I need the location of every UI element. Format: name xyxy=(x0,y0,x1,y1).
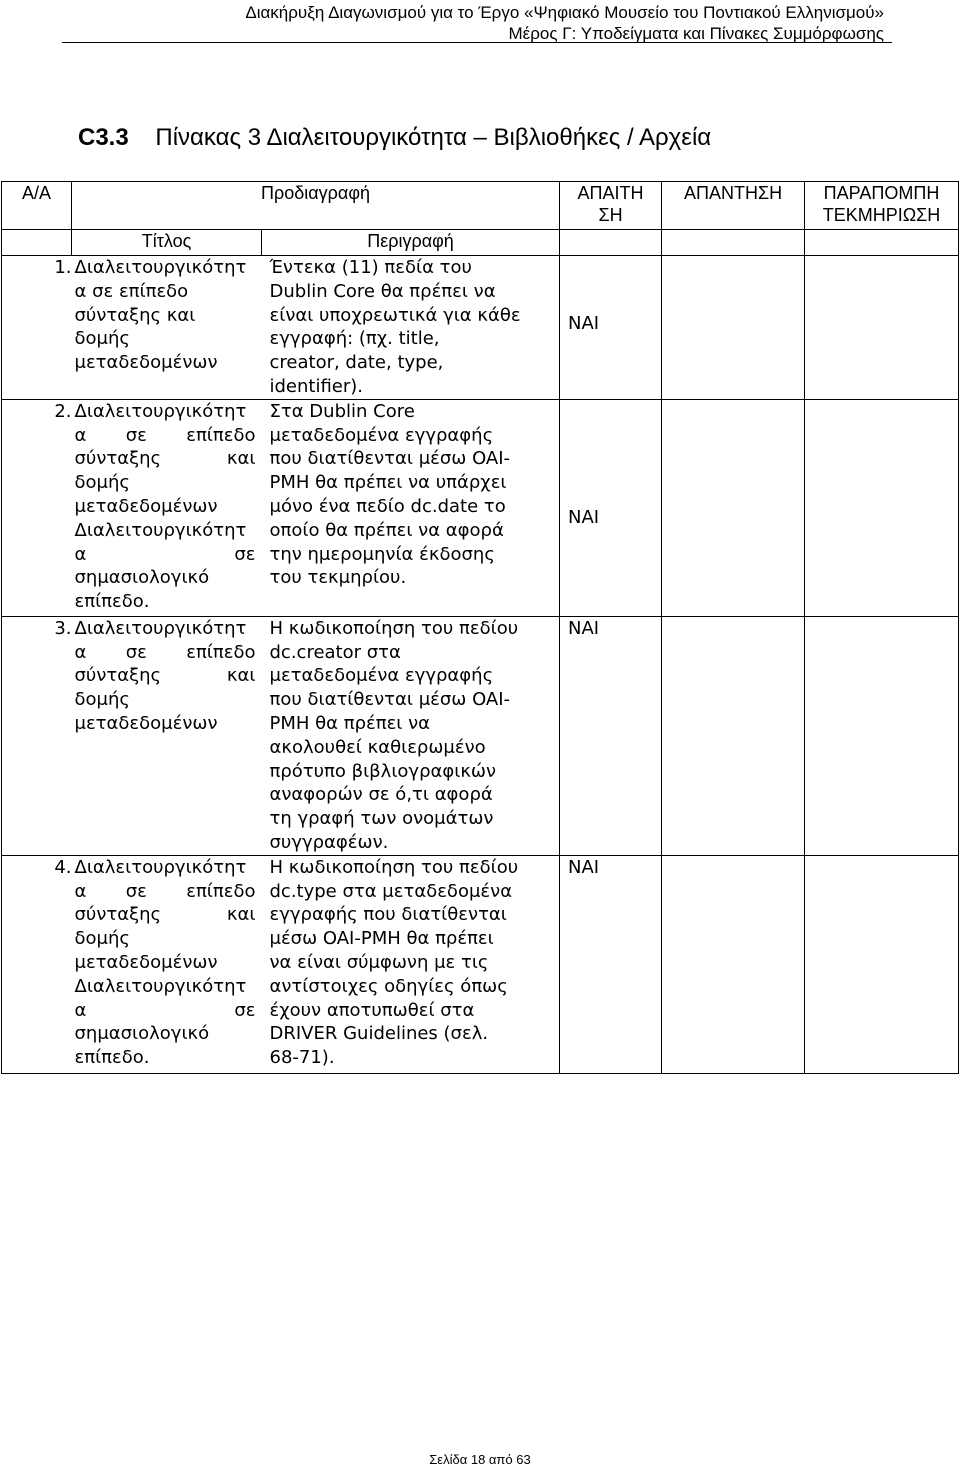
description-line: αναφορών σε ό,τι αφορά xyxy=(269,784,493,806)
description-line: συγγραφέων. xyxy=(269,831,389,853)
title-line: μεταδεδομένων xyxy=(74,352,218,374)
title-line: α σε επίπεδο xyxy=(74,424,256,446)
description-line: 68-71). xyxy=(269,1047,335,1069)
header-line-1: Διακήρυξη Διαγωνισμού για το Έργο «Ψηφιακό Μουσείο του Ποντιακού Ελληνισμού» xyxy=(245,3,884,22)
row-reference xyxy=(805,256,959,400)
row-description xyxy=(262,616,560,855)
document-header xyxy=(245,2,884,44)
description-line: identifier). xyxy=(269,375,364,397)
title-line: μεταδεδομένων xyxy=(74,951,218,973)
title-line: σημασιολογικό xyxy=(74,567,210,589)
description-line: εγγραφή: (πχ. title, xyxy=(269,328,440,350)
title-line: Διαλειτουργικότητ xyxy=(74,400,247,422)
description-line: που διατίθενται μέσω OAI- xyxy=(269,448,511,470)
row-number: 3. xyxy=(2,616,72,855)
title-line: α σε επίπεδο xyxy=(74,641,256,663)
title-line: δομής xyxy=(74,689,130,711)
header-line-2: Μέρος Γ: Υποδείγματα και Πίνακες Συμμόρφωσης xyxy=(508,24,884,43)
description-line: dc.type στα μεταδεδομένα xyxy=(269,880,513,902)
title-line: δομής xyxy=(74,328,130,350)
row-number: 4. xyxy=(2,855,72,1073)
section-title-text: Πίνακας 3 Διαλειτουργικότητα – Βιβλιοθήκες / Αρχεία xyxy=(155,124,712,151)
row-description xyxy=(262,256,560,400)
row-title xyxy=(72,256,262,400)
description-line: PMH θα πρέπει να υπάρχει xyxy=(269,472,507,494)
description-line: έχουν αποτυπωθεί στα xyxy=(269,999,475,1021)
description-line: πρότυπο βιβλιογραφικών xyxy=(269,760,497,782)
row-title xyxy=(72,399,262,616)
description-line: μέσω OAI-PMH θα πρέπει xyxy=(269,928,494,950)
row-answer xyxy=(662,616,805,855)
description-line: PMH θα πρέπει να xyxy=(269,712,431,734)
requirement-value: ΝΑΙ xyxy=(568,313,600,334)
requirement-value: ΝΑΙ xyxy=(568,506,600,528)
requirement-value: ΝΑΙ xyxy=(568,617,600,639)
header-spec: Προδιαγραφή xyxy=(72,182,560,230)
description-line: να είναι σύμφωνη με τις xyxy=(269,951,489,973)
title-line: επίπεδο. xyxy=(74,1047,150,1069)
title-line: Διαλειτουργικότητ xyxy=(74,975,247,997)
row-description xyxy=(262,399,560,616)
title-line: δομής xyxy=(74,928,130,950)
title-line: α σε επίπεδο xyxy=(74,280,189,302)
table-subheader-row xyxy=(2,230,959,256)
subheader-aa-empty xyxy=(2,230,72,256)
title-line: σύνταξης και xyxy=(74,448,256,470)
row-description xyxy=(262,855,560,1073)
description-line: dc.creator στα xyxy=(269,641,401,663)
row-requirement xyxy=(560,399,662,616)
row-reference xyxy=(805,399,959,616)
title-line: Διαλειτουργικότητ xyxy=(74,856,247,878)
title-line: σύνταξης και xyxy=(74,904,256,926)
title-line: Διαλειτουργικότητ xyxy=(74,617,247,639)
section-number: C3.3 xyxy=(78,124,129,151)
requirements-table xyxy=(1,181,959,1074)
row-answer xyxy=(662,256,805,400)
description-line: μόνο ένα πεδίο dc.date το xyxy=(269,495,506,517)
description-line: ακολουθεί καθιερωμένο xyxy=(269,736,486,758)
description-line: Στα Dublin Core xyxy=(269,400,415,422)
description-line: τη γραφή των ονομάτων xyxy=(269,808,494,830)
description-line: του τεκμηρίου. xyxy=(269,567,407,589)
description-line: εγγραφής που διατίθενται xyxy=(269,904,507,926)
row-requirement xyxy=(560,256,662,400)
description-line: αντίστοιχες οδηγίες όπως xyxy=(269,975,508,997)
page-footer xyxy=(0,1452,960,1467)
header-aa: Α/Α xyxy=(2,182,72,230)
table-row xyxy=(2,855,959,1073)
title-line: σημασιολογικό xyxy=(74,1023,210,1045)
title-line: Διαλειτουργικότητ xyxy=(74,257,247,278)
header-answer: ΑΠΑΝΤΗΣΗ xyxy=(662,182,805,230)
description-line: μεταδεδομένα εγγραφής xyxy=(269,665,494,687)
row-reference xyxy=(805,616,959,855)
header-reference: ΠΑΡΑΠΟΜΠΗ ΤΕΚΜΗΡΙΩΣΗ xyxy=(805,182,959,230)
description-line: την ημερομηνία έκδοσης xyxy=(269,543,495,565)
title-line: μεταδεδομένων xyxy=(74,495,218,517)
table-header-row xyxy=(2,182,959,230)
row-number: 2. xyxy=(2,399,72,616)
title-line: α σε xyxy=(74,999,256,1021)
description-line: Έντεκα (11) πεδία του xyxy=(269,257,472,278)
description-line: οποίο θα πρέπει να αφορά xyxy=(269,519,504,541)
description-line: είναι υποχρεωτικά για κάθε xyxy=(269,304,521,326)
title-line: Διαλειτουργικότητ xyxy=(74,519,247,541)
title-line: επίπεδο. xyxy=(74,591,150,613)
description-line: που διατίθενται μέσω OAI- xyxy=(269,689,511,711)
title-line: σύνταξης και xyxy=(74,304,196,326)
header-requirement: ΑΠΑΙΤΗ ΣΗ xyxy=(560,182,662,230)
page-number: Σελίδα 18 από 63 xyxy=(429,1452,531,1467)
subheader-description: Περιγραφή xyxy=(262,230,560,256)
title-line: α σε xyxy=(74,543,256,565)
header-rule xyxy=(62,42,892,43)
description-line: creator, date, type, xyxy=(269,352,444,374)
title-line: δομής xyxy=(74,472,130,494)
row-title xyxy=(72,616,262,855)
section-title xyxy=(78,124,711,152)
description-line: Η κωδικοποίηση του πεδίου xyxy=(269,856,519,878)
row-reference xyxy=(805,855,959,1073)
description-line: Dublin Core θα πρέπει να xyxy=(269,280,496,302)
row-number: 1. xyxy=(2,256,72,400)
subheader-title: Τίτλος xyxy=(72,230,262,256)
table-row xyxy=(2,256,959,400)
row-requirement xyxy=(560,855,662,1073)
table-row xyxy=(2,616,959,855)
description-line: μεταδεδομένα εγγραφής xyxy=(269,424,494,446)
table-row xyxy=(2,399,959,616)
row-answer xyxy=(662,399,805,616)
description-line: DRIVER Guidelines (σελ. xyxy=(269,1023,489,1045)
requirement-value: ΝΑΙ xyxy=(568,856,600,878)
row-requirement xyxy=(560,616,662,855)
description-line: Η κωδικοποίηση του πεδίου xyxy=(269,617,519,639)
title-line: α σε επίπεδο xyxy=(74,880,256,902)
title-line: σύνταξης και xyxy=(74,665,256,687)
row-answer xyxy=(662,855,805,1073)
row-title xyxy=(72,855,262,1073)
title-line: μεταδεδομένων xyxy=(74,712,218,734)
